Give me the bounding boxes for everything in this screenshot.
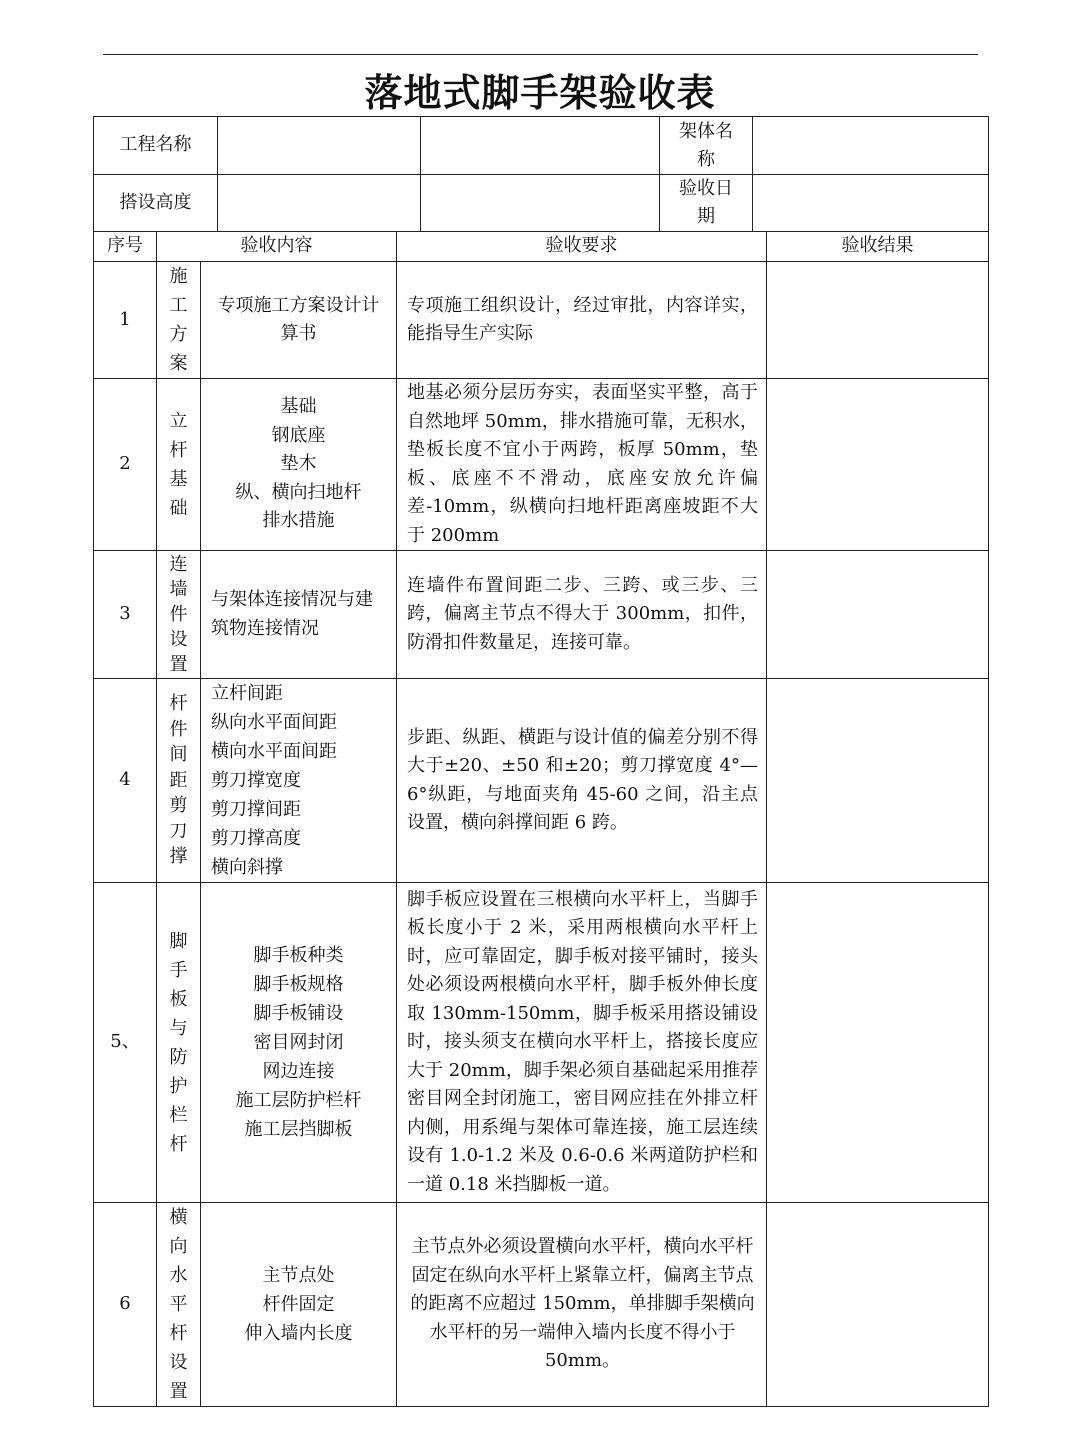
list-item: 立杆间距 [211, 683, 283, 704]
col-result: 验收结果 [767, 232, 989, 262]
row-seq: 4 [94, 679, 157, 883]
category-char: 杆 [169, 1133, 188, 1155]
category-char: 距 [169, 769, 188, 791]
category-char: 设 [169, 629, 188, 650]
list-item: 基础 [280, 396, 317, 418]
category-char: 方 [169, 324, 188, 345]
category-char: 杆 [169, 1323, 188, 1344]
height-field-extra[interactable] [421, 175, 660, 232]
frame-name-label-text: 架体名称 [679, 120, 733, 170]
table-row [94, 1203, 989, 1407]
list-item: 伸入墙内长度 [244, 1323, 353, 1344]
category-char: 板 [169, 988, 188, 1010]
list-item: 剪刀撑宽度 [211, 770, 301, 791]
list-item: 垫木 [280, 453, 317, 475]
category-char: 杆 [169, 439, 188, 461]
category-char: 置 [169, 654, 188, 675]
category-char: 横 [169, 1207, 188, 1228]
row-seq: 3 [94, 551, 157, 679]
row-items [201, 1203, 397, 1407]
row-result[interactable] [767, 551, 989, 679]
table-row [94, 551, 989, 679]
list-item: 脚手板种类 [253, 945, 344, 966]
category-char: 与 [169, 1017, 188, 1039]
accept-date-label-text: 验收日期 [679, 178, 733, 227]
row-category [157, 262, 201, 379]
row-seq: 2 [94, 379, 157, 551]
list-item: 密目网封闭 [253, 1032, 344, 1053]
category-char: 刀 [169, 820, 188, 842]
list-item: 纵、横向扫地杆 [235, 481, 362, 503]
list-item: 横向斜撑 [211, 857, 283, 878]
row-category [157, 1203, 201, 1407]
list-item: 纵向水平面间距 [211, 712, 337, 733]
row-category [157, 883, 201, 1203]
category-char: 手 [169, 959, 188, 981]
category-char: 护 [169, 1075, 188, 1097]
row-seq: 5、 [94, 883, 157, 1203]
table-row [94, 679, 989, 883]
category-char: 防 [169, 1046, 188, 1068]
category-char: 脚 [169, 930, 188, 952]
list-item: 网边连接 [262, 1061, 335, 1082]
inspection-table [93, 231, 989, 1407]
category-char: 墙 [169, 579, 188, 600]
category-char: 立 [169, 410, 188, 432]
list-item: 剪刀撑高度 [211, 828, 301, 849]
row-category [157, 679, 201, 883]
list-item: 施工层挡脚板 [244, 1119, 353, 1140]
category-char: 剪 [169, 795, 188, 817]
frame-name-field[interactable] [753, 117, 989, 175]
top-rule [103, 54, 978, 55]
height-label: 搭设高度 [94, 175, 218, 232]
category-char: 设 [169, 1352, 188, 1373]
header-table [93, 116, 989, 232]
list-item: 脚手板铺设 [253, 1003, 344, 1024]
row-requirement: 地基必须分层历夯实，表面坚实平整，高于自然地坪 50mm，排水措施可靠，无积水，垫板长度不宜小于两跨，板厚 50mm，垫板、底座不不滑动，底座安放允许偏差-10mm，纵横向扫地杆距离座坡距不大于 200mm [397, 379, 767, 551]
category-char: 础 [169, 497, 188, 519]
category-char: 平 [169, 1294, 188, 1315]
category-char: 置 [169, 1381, 188, 1402]
category-char: 水 [169, 1265, 188, 1286]
row-items [201, 379, 397, 551]
row-items: 专项施工方案设计计算书 [201, 262, 397, 379]
col-seq: 序号 [94, 232, 157, 262]
row-category [157, 551, 201, 679]
row-seq: 1 [94, 262, 157, 379]
category-char: 施 [169, 266, 188, 287]
row-result[interactable] [767, 883, 989, 1203]
category-char: 撑 [169, 846, 188, 868]
category-char: 基 [169, 468, 188, 490]
category-char: 案 [169, 353, 188, 374]
accept-date-label [660, 175, 753, 232]
table-row [94, 379, 989, 551]
project-name-label: 工程名称 [94, 117, 218, 175]
accept-date-field[interactable] [753, 175, 989, 232]
row-items: 与架体连接情况与建筑物连接情况 [201, 551, 397, 679]
list-item: 主节点处 [262, 1265, 335, 1286]
row-requirement: 专项施工组织设计，经过审批，内容详实，能指导生产实际 [397, 262, 767, 379]
col-content: 验收内容 [157, 232, 397, 262]
project-name-field-extra[interactable] [421, 117, 660, 175]
header-row-project [94, 117, 989, 175]
row-category [157, 379, 201, 551]
row-requirement: 脚手板应设置在三根横向水平杆上，当脚手板长度小于 2 米，采用两根横向水平杆上时，应可靠固定，脚手板对接平铺时，接头处必须设两根横向水平杆，脚手板外伸长度取 130mm-150mm，脚手板采用搭设铺设时，接头须支在横向水平杆上，搭接长度应大于 20mm，脚手架必须自基础起采用推荐密目网全封闭施工，密目网应挂在外排立杆内侧，用系绳与架体可靠连接，施工层连续设有 1.0-1.2 米及 0.6-0.6 米两道防护栏和一道 0.18 米挡脚板一道。 [397, 883, 767, 1203]
project-name-field[interactable] [218, 117, 421, 175]
height-field[interactable] [218, 175, 421, 232]
row-items [201, 679, 397, 883]
row-result[interactable] [767, 262, 989, 379]
header-row-height [94, 175, 989, 232]
row-seq: 6 [94, 1203, 157, 1407]
category-char: 栏 [169, 1104, 188, 1126]
list-item: 施工层防护栏杆 [235, 1090, 362, 1111]
list-item: 钢底座 [271, 424, 326, 446]
table-row [94, 262, 989, 379]
row-requirement: 连墙件布置间距二步、三跨、或三步、三跨，偏离主节点不得大于 300mm，扣件，防滑扣件数量足，连接可靠。 [397, 551, 767, 679]
document-title: 落地式脚手架验收表 [364, 71, 716, 115]
row-requirement: 主节点外必须设置横向水平杆，横向水平杆固定在纵向水平杆上紧靠立杆，偏离主节点的距离不应超过 150mm，单排脚手架横向水平杆的另一端伸入墙内长度不得小于 50mm。 [397, 1203, 767, 1407]
col-requirement: 验收要求 [397, 232, 767, 262]
row-result[interactable] [767, 379, 989, 551]
list-item: 剪刀撑间距 [211, 799, 301, 820]
row-items [201, 883, 397, 1203]
category-char: 件 [169, 718, 188, 740]
list-item: 脚手板规格 [253, 974, 344, 995]
row-result[interactable] [767, 679, 989, 883]
category-char: 间 [169, 744, 188, 766]
category-char: 件 [169, 604, 188, 625]
category-char: 向 [169, 1236, 188, 1257]
list-item: 排水措施 [262, 510, 335, 532]
list-item: 横向水平面间距 [211, 741, 337, 762]
table-row [94, 883, 989, 1203]
column-header-row [94, 232, 989, 262]
row-result[interactable] [767, 1203, 989, 1407]
category-char: 工 [169, 295, 188, 316]
list-item: 杆件固定 [262, 1294, 335, 1315]
category-char: 连 [169, 554, 188, 575]
frame-name-label [660, 117, 753, 175]
row-requirement: 步距、纵距、横距与设计值的偏差分别不得大于±20、±50 和±20；剪刀撑宽度 4°—6°纵距，与地面夹角 45-60 之间，沿主点设置，横向斜撑间距 6 跨。 [397, 679, 767, 883]
category-char: 杆 [169, 693, 188, 715]
